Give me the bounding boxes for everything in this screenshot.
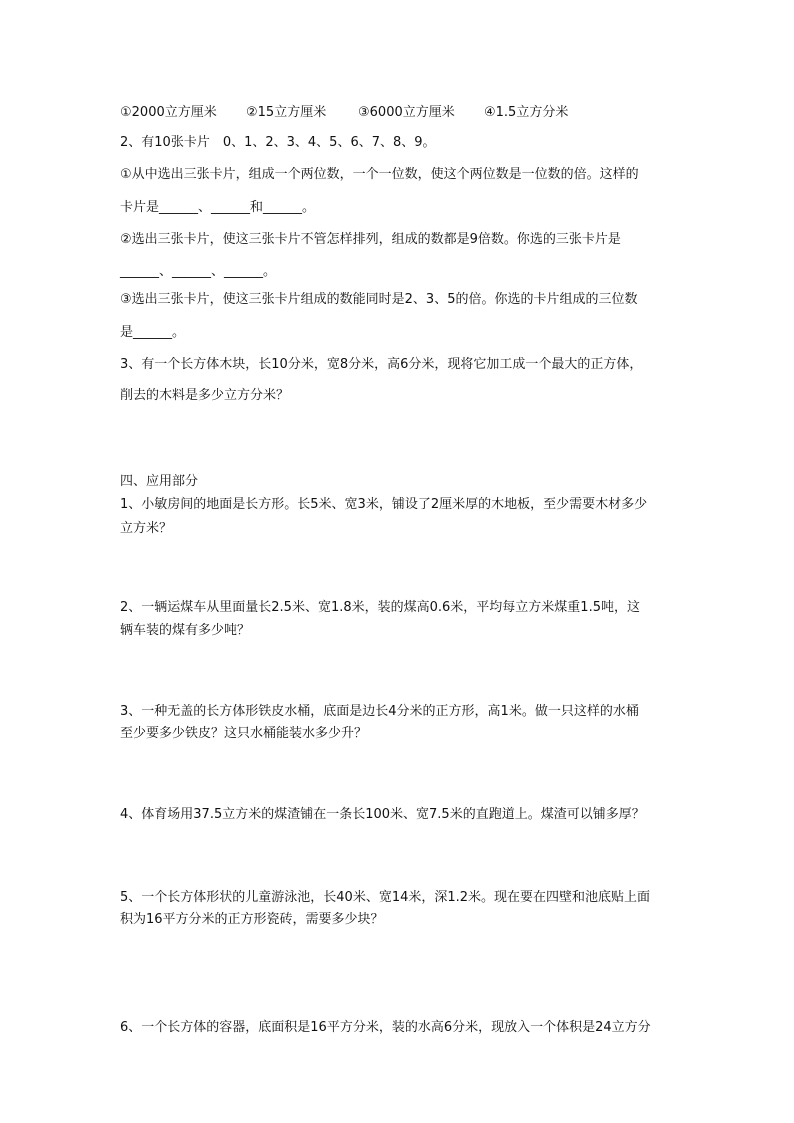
application-item-6-line1: 6、一个长方体的容器，底面积是16平方分米，装的水高6分米，现放入一个体积是24立方分 <box>120 1020 651 1035</box>
option-1: ①2000立方厘米 <box>120 105 217 120</box>
application-item-2-line2: 辆车装的煤有多少吨？ <box>120 623 251 638</box>
question-2-part2-line2: ______、______、______。 <box>120 264 277 279</box>
question-2-part3-line2: 是______。 <box>120 325 186 340</box>
option-4: ④1.5立方分米 <box>484 105 569 120</box>
application-item-3-line2: 至少要多少铁皮？这只水桶能装水多少升？ <box>120 726 368 741</box>
application-item-5-line2: 积为16平方分米的正方形瓷砖，需要多少块？ <box>120 912 384 927</box>
section-title: 四、应用部分 <box>120 474 199 489</box>
question-2-title: 2、有10张卡片 0、1、2、3、4、5、6、7、8、9。 <box>120 135 436 150</box>
application-item-4-line1: 4、体育场用37.5立方米的煤渣铺在一条长100米、宽7.5米的直跑道上。煤渣可以铺多厚？ <box>120 807 645 822</box>
question-2-part2-line1: ②选出三张卡片，使这三张卡片不管怎样排列，组成的数都是9倍数。你选的三张卡片是 <box>120 232 621 247</box>
question-3-line2: 削去的木料是多少立方分米？ <box>120 388 290 403</box>
option-3: ③6000立方厘米 <box>358 105 455 120</box>
application-item-1-line1: 1、小敏房间的地面是长方形。长5米、宽3米，铺设了2厘米厚的木地板，至少需要木材多少 <box>120 497 648 512</box>
question-2-part3-line1: ③选出三张卡片，使这三张卡片组成的数能同时是2、3、5的倍。你选的卡片组成的三位数 <box>120 292 638 307</box>
application-item-3-line1: 3、一种无盖的长方体形铁皮水桶，底面是边长4分米的正方形，高1米。做一只这样的水桶 <box>120 704 639 719</box>
question-2-part1-line2: 卡片是______、______和______。 <box>120 200 316 215</box>
option-2: ②15立方厘米 <box>246 105 327 120</box>
question-2-part1-line1: ①从中选出三张卡片，组成一个两位数，一个一位数，使这个两位数是一位数的倍。这样的 <box>120 167 639 182</box>
application-item-2-line1: 2、一辆运煤车从里面量长2.5米、宽1.8米，装的煤高0.6米，平均每立方米煤重1.5吨，这 <box>120 600 640 615</box>
question-3-line1: 3、有一个长方体木块，长10分米，宽8分米，高6分米，现将它加工成一个最大的正方体， <box>120 357 643 372</box>
application-item-1-line2: 立方米？ <box>120 521 173 536</box>
application-item-5-line1: 5、一个长方体形状的儿童游泳池，长40米、宽14米，深1.2米。现在要在四壁和池底贴上面 <box>120 890 651 905</box>
